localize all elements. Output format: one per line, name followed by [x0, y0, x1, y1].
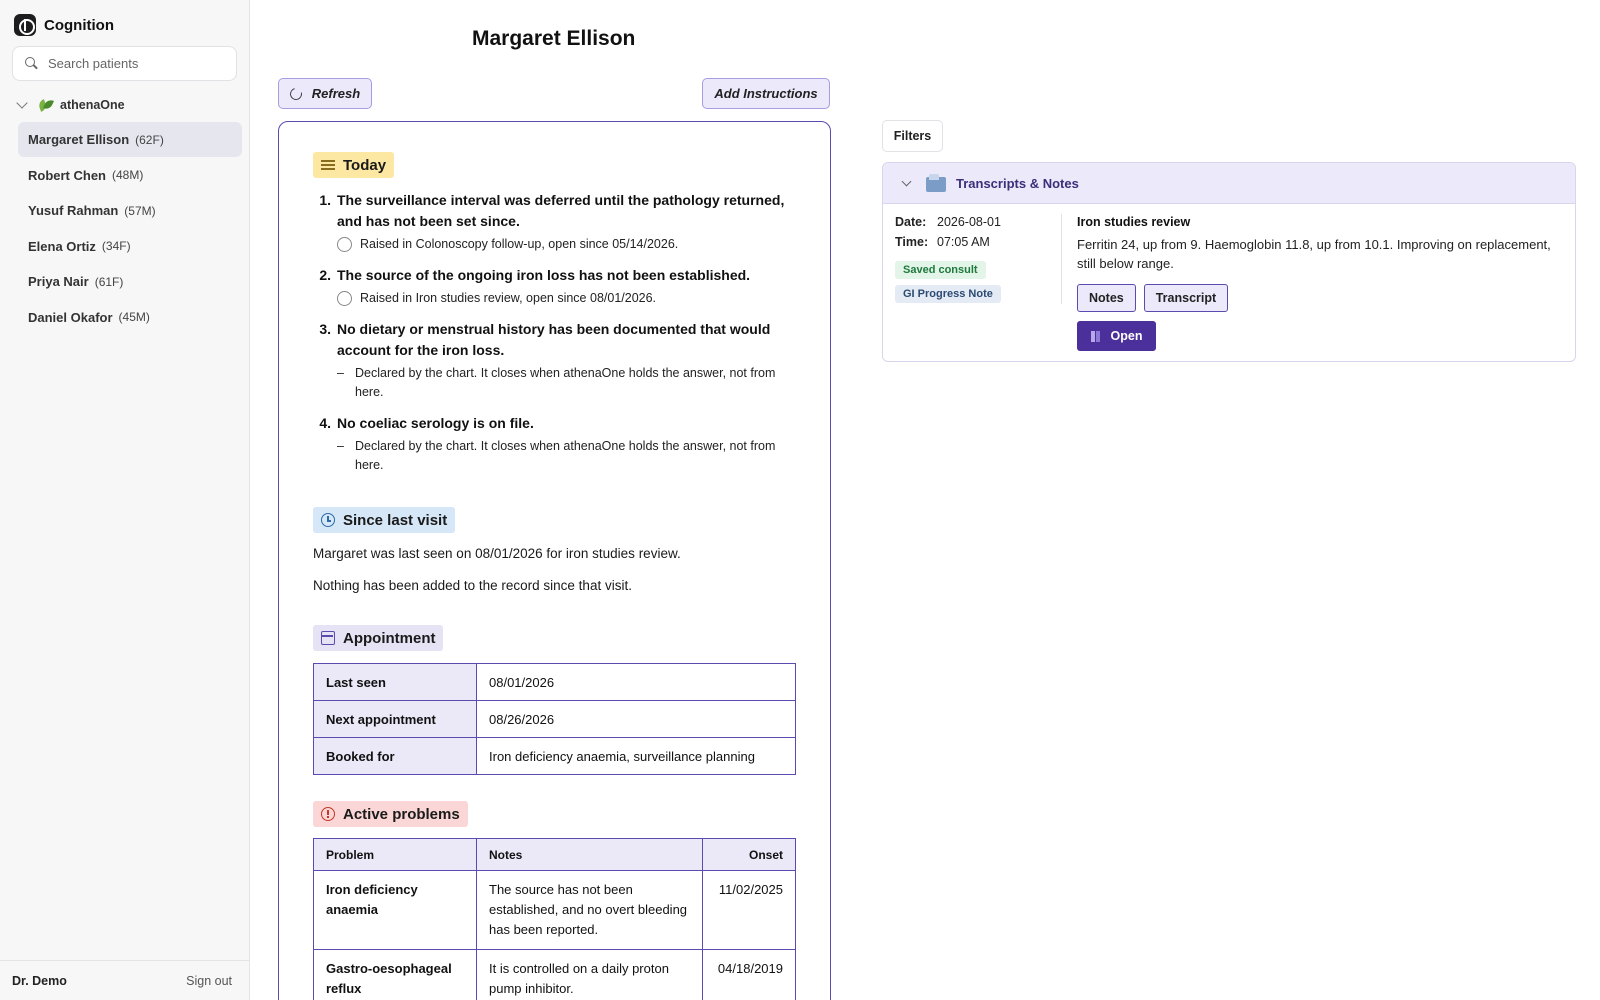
filters-button[interactable]: Filters — [882, 120, 943, 152]
alert-icon — [321, 807, 335, 821]
section-today — [313, 152, 394, 178]
col-onset: Onset — [703, 839, 796, 871]
open-button[interactable] — [1077, 321, 1156, 351]
patient-list — [18, 122, 242, 335]
resolve-radio[interactable] — [337, 291, 352, 306]
patient-item-margaret-ellison[interactable] — [18, 122, 242, 157]
item-number: 3. — [319, 321, 331, 337]
transcripts-notes-card — [882, 162, 1576, 362]
section-since-last-visit — [313, 507, 455, 533]
patient-item-yusuf-rahman[interactable] — [18, 193, 242, 228]
note-text: Ferritin 24, up from 9. Haemoglobin 11.8, up from 10.1. Improving on replacement, still below range. — [1077, 237, 1551, 271]
sidebar — [0, 0, 250, 1000]
checklist-icon — [321, 158, 335, 172]
transcript-button[interactable]: Transcript — [1144, 284, 1228, 312]
table-header-row — [314, 839, 796, 871]
search-input[interactable] — [48, 56, 228, 71]
since-line-1: Margaret was last seen on 08/01/2026 for iron studies review. — [313, 546, 681, 561]
item-title: No coeliac serology is on file. — [337, 415, 534, 431]
dash-marker: – — [337, 366, 344, 380]
section-appointment — [313, 625, 443, 651]
transcripts-notes-header[interactable] — [883, 163, 1575, 204]
patient-meta: (45M) — [118, 310, 150, 324]
group-label: athenaOne — [60, 98, 125, 112]
today-item — [313, 319, 793, 402]
folder-icon — [926, 174, 946, 192]
clock-icon — [321, 513, 335, 527]
patient-meta: (62F) — [135, 132, 164, 147]
table-row — [314, 871, 796, 950]
open-label: Open — [1110, 329, 1143, 343]
problem-notes: The source has not been established, and no overt bleeding has been reported. — [477, 871, 703, 950]
table-row — [314, 701, 796, 738]
problem-notes: It is controlled on a daily proton pump inhibitor. — [477, 950, 703, 1000]
add-instructions-button[interactable]: Add Instructions — [702, 78, 830, 109]
saved-consult-badge: Saved consult — [895, 261, 986, 279]
appt-key: Next appointment — [314, 701, 477, 738]
appointment-table — [313, 663, 796, 775]
item-subtext: Raised in Colonoscopy follow-up, open since 05/14/2026. — [360, 237, 679, 251]
item-number: 1. — [319, 192, 331, 208]
item-title: The source of the ongoing iron loss has not been established. — [337, 267, 751, 283]
book-icon — [1091, 331, 1101, 342]
section-since-label: Since last visit — [343, 511, 448, 529]
today-item — [313, 413, 793, 475]
brand[interactable] — [14, 14, 114, 36]
problem-onset: 11/02/2025 — [703, 871, 796, 950]
date-label: Date: — [895, 215, 927, 229]
sidebar-footer — [0, 960, 250, 1000]
notes-button[interactable]: Notes — [1077, 284, 1136, 312]
dash-marker: – — [337, 439, 344, 453]
resolve-radio[interactable] — [337, 237, 352, 252]
problems-table — [313, 838, 796, 1000]
patient-name: Margaret Ellison — [28, 132, 130, 147]
appt-value: 08/01/2026 — [477, 664, 796, 701]
problem-name: Gastro-oesophageal reflux — [314, 950, 477, 1000]
page-title: Margaret Ellison — [472, 27, 636, 50]
item-title: The surveillance interval was deferred until the pathology returned, and has not been set since. — [337, 192, 785, 229]
refresh-icon — [288, 85, 304, 101]
patient-name: Priya Nair — [28, 274, 89, 289]
card-title: Transcripts & Notes — [956, 175, 1079, 191]
search-icon — [25, 57, 38, 70]
item-subtext: Raised in Iron studies review, open since 08/01/2026. — [360, 291, 657, 305]
appt-value: Iron deficiency anaemia, surveillance planning — [477, 738, 796, 775]
appt-key: Last seen — [314, 664, 477, 701]
problem-name: Iron deficiency anaemia — [314, 871, 477, 950]
group-athenaone[interactable] — [18, 96, 125, 114]
col-notes: Notes — [477, 839, 703, 871]
section-problems-label: Active problems — [343, 805, 460, 823]
note-title: Iron studies review — [1077, 215, 1191, 229]
since-line-2: Nothing has been added to the record since that visit. — [313, 578, 632, 593]
table-row — [314, 950, 796, 1000]
divider — [1061, 214, 1062, 304]
item-subtext: Declared by the chart. It closes when athenaOne holds the answer, not from here. — [355, 366, 776, 399]
patient-name: Robert Chen — [28, 167, 106, 183]
patient-item-priya-nair[interactable] — [18, 264, 242, 299]
section-active-problems — [313, 801, 468, 827]
calendar-icon — [321, 631, 335, 645]
appt-value: 08/26/2026 — [477, 701, 796, 738]
athenaone-leaf-icon — [38, 98, 52, 112]
patient-meta: (34F) — [101, 239, 131, 253]
item-number: 4. — [319, 415, 331, 431]
search-box[interactable] — [12, 46, 237, 81]
sign-out-link[interactable]: Sign out — [186, 973, 232, 988]
section-appointment-label: Appointment — [343, 629, 436, 647]
table-row — [314, 664, 796, 701]
time-value: 07:05 AM — [937, 235, 990, 249]
note-type-badge: GI Progress Note — [895, 285, 1001, 303]
patient-name: Yusuf Rahman — [28, 203, 119, 218]
note-body — [1077, 215, 1557, 351]
date-value: 2026-08-01 — [937, 215, 1001, 229]
patient-item-robert-chen[interactable] — [18, 158, 242, 193]
time-label: Time: — [895, 235, 929, 249]
today-item — [313, 190, 793, 254]
patient-name: Daniel Okafor — [28, 309, 113, 325]
user-name: Dr. Demo — [12, 973, 67, 988]
patient-item-elena-ortiz[interactable] — [18, 229, 242, 264]
patient-meta: (61F) — [94, 274, 124, 289]
chevron-down-icon[interactable] — [902, 176, 912, 186]
patient-name: Elena Ortiz — [28, 238, 96, 254]
item-subtext: Declared by the chart. It closes when athenaOne holds the answer, not from here. — [355, 439, 776, 472]
item-number: 2. — [319, 267, 331, 283]
patient-meta: (48M) — [112, 168, 144, 182]
cognition-logo-icon — [14, 14, 36, 36]
problem-onset: 04/18/2019 — [703, 950, 796, 1000]
note-meta — [895, 215, 1001, 303]
table-row — [314, 738, 796, 775]
today-list — [313, 190, 793, 486]
summary-panel — [278, 121, 831, 1000]
refresh-button[interactable] — [278, 78, 372, 109]
chevron-down-icon[interactable] — [16, 97, 27, 108]
patient-item-daniel-okafor[interactable] — [18, 300, 242, 335]
section-today-label: Today — [343, 156, 387, 174]
col-problem: Problem — [314, 839, 477, 871]
patient-meta: (57M) — [124, 203, 156, 218]
today-item — [313, 265, 793, 308]
app-name: Cognition — [44, 16, 114, 34]
refresh-label: Refresh — [311, 86, 361, 101]
appt-key: Booked for — [314, 738, 477, 775]
item-title: No dietary or menstrual history has been documented that would account for the iron loss. — [337, 321, 771, 358]
